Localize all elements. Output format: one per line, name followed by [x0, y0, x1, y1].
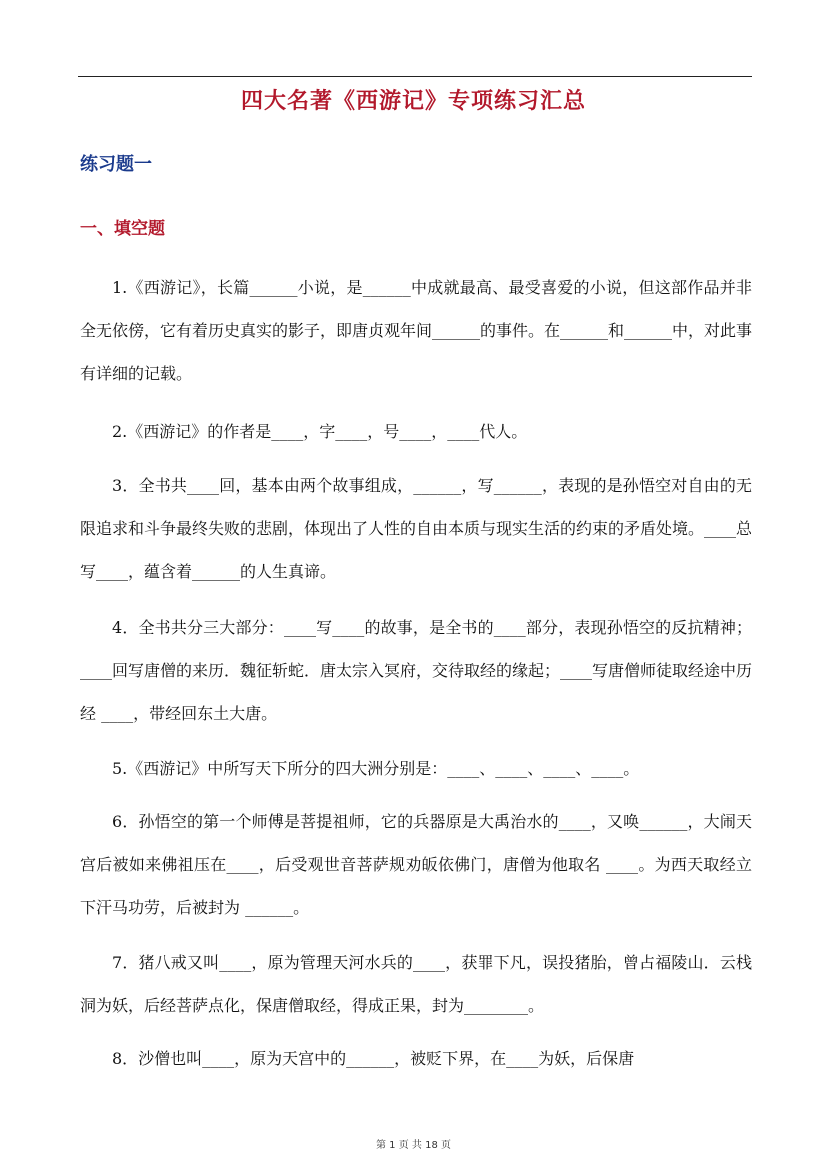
question-7: 7．猪八戒又叫____，原为管理天河水兵的____，获罪下凡，误投猪胎，曾占福陵山．云栈洞为妖，后经菩萨点化，保唐僧取经，得成正果，封为________。 — [80, 953, 752, 1015]
question-type-heading: 一、填空题 — [80, 219, 165, 239]
question-2: 2.《西游记》的作者是____，字____，号____，____代人。 — [112, 422, 528, 441]
question-3: 3．全书共____回，基本由两个故事组成，______，写______，表现的是孙悟空对自由的无限追求和斗争最终失败的悲剧，体现出了人性的自由本质与现实生活的约束的矛盾处境。____总写____，蕴含着______的人生真谛。 — [80, 476, 753, 581]
question-1: 1.《西游记》，长篇______小说，是______中成就最高、最受喜爱的小说，但这部作品并非全无依傍，它有着历史真实的影子，即唐贞观年间______的事件。在______和______中，对此事有详细的记载。 — [80, 278, 753, 383]
page-footer: 第 1 页 共 18 页 — [376, 1140, 451, 1151]
section-title: 练习题一 — [80, 154, 152, 175]
header-rule — [78, 76, 752, 77]
question-5: 5.《西游记》中所写天下所分的四大洲分别是：____、____、____、____。 — [112, 759, 640, 778]
question-8: 8．沙僧也叫____，原为天宫中的______，被贬下界，在____为妖，后保唐 — [112, 1049, 635, 1068]
document-title: 四大名著《西游记》专项练习汇总 — [240, 88, 586, 114]
question-6: 6．孙悟空的第一个师傅是菩提祖师，它的兵器原是大禹治水的____，又唤______，大闹天宫后被如来佛祖压在____，后受观世音菩萨规劝皈依佛门，唐僧为他取名 ____。为西天取经立下汗马功劳，后被封为 ______。 — [80, 812, 752, 917]
question-4: 4．全书共分三大部分：____写____的故事，是全书的____部分，表现孙悟空的反抗精神；____回写唐僧的来历．魏征斩蛇．唐太宗入冥府，交待取经的缘起；____写唐僧师徒取经途中历经 ____，带经回东土大唐。 — [80, 618, 753, 723]
